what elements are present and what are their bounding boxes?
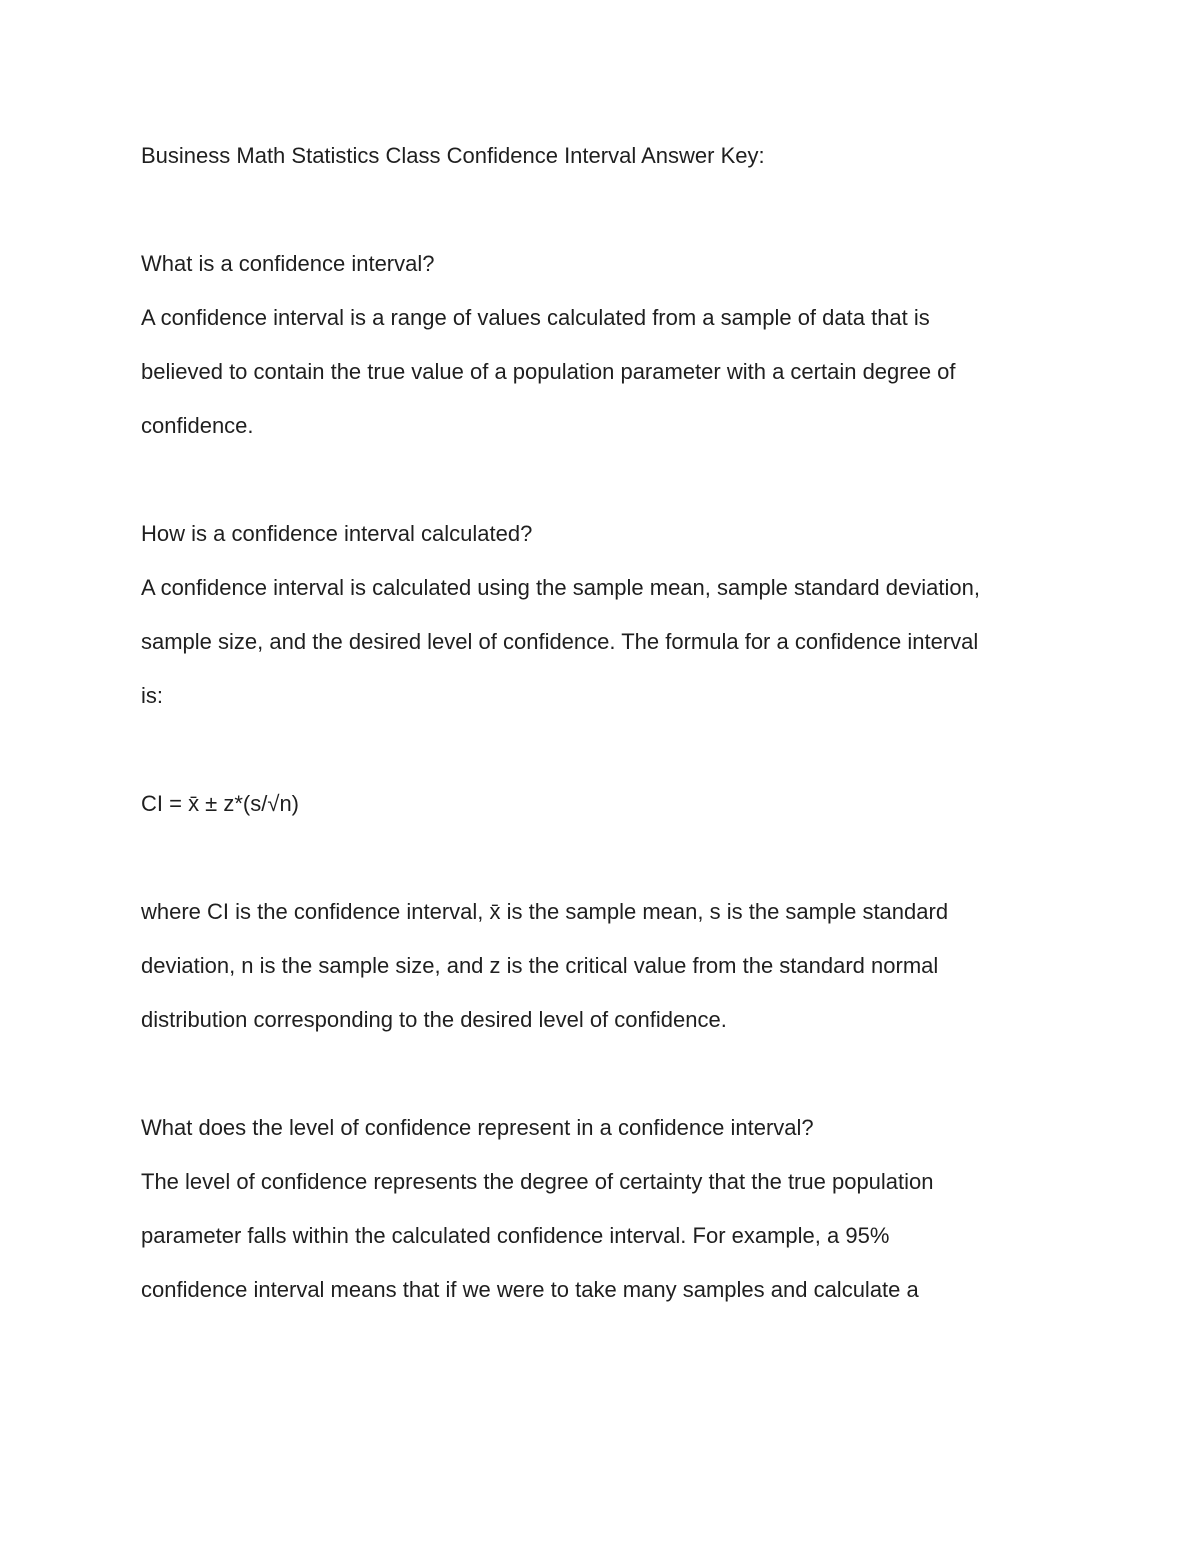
document-title: Business Math Statistics Class Confidence Interval Answer Key:	[141, 143, 765, 168]
spacer	[141, 1059, 1061, 1113]
answer-1-line-1: A confidence interval is a range of values calculated from a sample of data that is	[141, 305, 930, 330]
answer-1-line-3: confidence.	[141, 413, 254, 438]
explanation-line-1: where CI is the confidence interval, x̄ is the sample mean, s is the sample standard	[141, 899, 949, 924]
answer-1-line-2: believed to contain the true value of a population parameter with a certain degree of	[141, 359, 956, 384]
question-3: What does the level of confidence represent in a confidence interval?	[141, 1115, 814, 1140]
answer-3-line-2: parameter falls within the calculated confidence interval. For example, a 95%	[141, 1223, 890, 1248]
answer-3-line-1: The level of confidence represents the degree of certainty that the true population	[141, 1169, 934, 1194]
spacer	[141, 735, 1061, 789]
answer-2-line-1: A confidence interval is calculated using the sample mean, sample standard deviation,	[141, 575, 980, 600]
spacer	[141, 465, 1061, 519]
formula: CI = x̄ ± z*(s/√n)	[141, 791, 300, 816]
explanation-line-2: deviation, n is the sample size, and z is the critical value from the standard normal	[141, 953, 939, 978]
spacer	[141, 843, 1061, 897]
answer-2-line-3: is:	[141, 683, 163, 708]
answer-2-line-2: sample size, and the desired level of confidence. The formula for a confidence interval	[141, 629, 979, 654]
spacer	[141, 195, 1061, 249]
explanation-line-3: distribution corresponding to the desired level of confidence.	[141, 1007, 727, 1032]
question-1: What is a confidence interval?	[141, 251, 435, 276]
document-body	[141, 141, 1061, 1329]
answer-3-line-3: confidence interval means that if we were to take many samples and calculate a	[141, 1277, 919, 1302]
question-2: How is a confidence interval calculated?	[141, 521, 533, 546]
